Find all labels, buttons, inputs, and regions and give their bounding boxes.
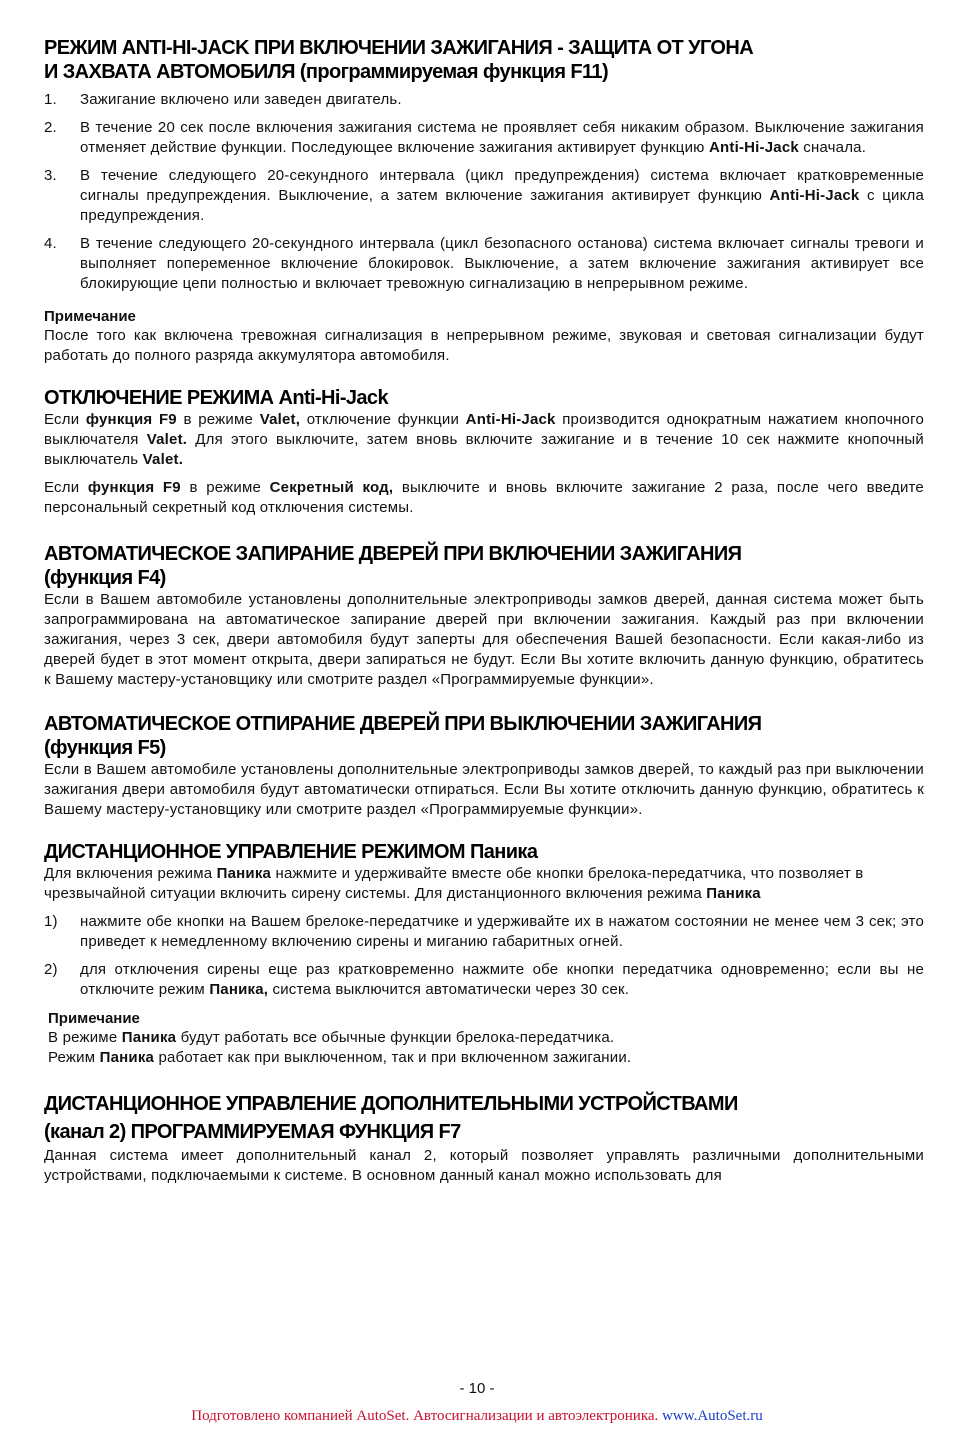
title-line-2-rest: (программируемая функция F11) (294, 61, 608, 83)
note-title: Примечание (44, 308, 136, 325)
paragraph (44, 864, 924, 904)
bold-text: Паника (706, 885, 761, 902)
note-line (44, 1048, 924, 1068)
bold-text: Секретный код, (269, 479, 394, 496)
bold-text: Valet. (142, 451, 184, 468)
title-line-1: ДИСТАНЦИОННОЕ УПРАВЛЕНИЕ ДОПОЛНИТЕЛЬНЫМИ УСТРОЙСТВАМИ (44, 1093, 738, 1115)
item-text: В течение 20 сек после включения зажигания система не проявляет себя никаким образом. Выключение зажигания отменяет действие функции. Последующее включение зажигания активирует функцию (80, 119, 924, 156)
section-title-anti-hi-jack (44, 36, 924, 84)
section-title-disable-anti-hi-jack (44, 386, 924, 410)
text: выключите и вновь включите зажигание 2 раза, после чего введите персональный секретный код отключения системы. (44, 479, 924, 516)
text: работает как при выключенном, так и при включенном зажигании. (154, 1049, 632, 1066)
item-number: 4. (44, 235, 57, 252)
list-item (44, 960, 924, 1000)
title-rest: Anti-Hi-Jack (273, 387, 388, 409)
paragraph (44, 410, 924, 470)
text: будут работать все обычные функции брелока-передатчика. (176, 1029, 615, 1046)
text: Если (44, 411, 86, 428)
text: Если (44, 479, 88, 496)
text: В режиме (48, 1029, 122, 1046)
text: отключение функции (300, 411, 466, 428)
item-text: для отключения сирены еще раз кратковременно нажмите обе кнопки передатчика одновременно; если вы не отключите режим (80, 961, 924, 998)
title-line-2: И ЗАХВАТА АВТОМОБИЛЯ (44, 61, 295, 83)
text: Режим (48, 1049, 100, 1066)
credit-text: Подготовлено компанией AutoSet. Автосигнализации и автоэлектроника. (191, 1408, 663, 1424)
note-title: Примечание (48, 1010, 140, 1027)
item-number: 1) (44, 913, 58, 930)
item-number: 2) (44, 961, 58, 978)
bold-text: Паника (121, 1029, 177, 1046)
title-line-2: (функция F5) (44, 737, 166, 759)
document-page (44, 36, 924, 1186)
list-item (44, 118, 924, 158)
bold-text: Паника (99, 1049, 155, 1066)
text: в режиме (180, 479, 270, 496)
paragraph: Данная система имеет дополнительный канал 2, который позволяет управлять различными дополнительными устройствами, подключаемыми к системе. В основном данный канал можно использовать для (44, 1147, 924, 1184)
list-item (44, 912, 924, 952)
title-rest: Паника (464, 841, 538, 863)
bold-text: Valet, (259, 411, 301, 428)
item-text-end: система выключится автоматически через 30 сек. (268, 981, 630, 998)
item-text: В течение следующего 20-секундного интервала (цикл безопасного останова) система включает сигналы тревоги и выполняет попеременное включение блокировок. Выключение, а затем включение зажигания активирует все блокирующие цепи полностью и включает тревожную сигнализацию в непрерывном режиме. (80, 235, 924, 292)
anti-hi-jack-steps (44, 90, 924, 294)
text: нажмите и удерживайте вместе обе кнопки брелока-передатчика, что позволяет в чрезвычайной ситуации включить сирену системы. Для дистанционного включения режима (44, 865, 864, 902)
item-bold: Паника, (209, 981, 269, 998)
title-line-2: (канал 2) ПРОГРАММИРУЕМАЯ ФУНКЦИЯ F7 (44, 1121, 461, 1143)
bold-text: функция F9 (85, 411, 177, 428)
section-title-auto-lock (44, 542, 924, 590)
list-item (44, 234, 924, 294)
panic-steps (44, 912, 924, 1000)
item-text-end: сначала. (798, 139, 867, 156)
text: в режиме (176, 411, 260, 428)
item-text: В течение следующего 20-секундного интервала (цикл предупреждения) система включает кратковременные сигналы предупреждения. Выключение, а затем включение зажигания активирует функцию (80, 167, 924, 204)
text: производится однократным нажатием кнопочного выключателя (44, 411, 924, 448)
item-number: 3. (44, 167, 57, 184)
title-line-1: АВТОМАТИЧЕСКОЕ ЗАПИРАНИЕ ДВЕРЕЙ ПРИ ВКЛЮЧЕНИИ ЗАЖИГАНИЯ (44, 543, 742, 565)
paragraph (44, 478, 924, 518)
item-text-end: с цикла предупреждения. (80, 187, 924, 224)
item-text: Зажигание включено или заведен двигатель. (80, 91, 402, 108)
item-text: нажмите обе кнопки на Вашем брелоке-передатчике и удерживайте их в нажатом состоянии не менее чем 3 сек; это приведет к немедленному включению сирены и миганию габаритных огней. (80, 913, 924, 950)
bold-text: Anti-Hi-Jack (465, 411, 556, 428)
section-title-auto-unlock (44, 712, 924, 760)
page-number: - 10 - (459, 1380, 495, 1397)
text: Для этого выключите, затем вновь включите зажигание и в течение 10 сек нажмите кнопочный выключатель (44, 431, 924, 468)
bold-text: Valet. (146, 431, 188, 448)
item-number: 2. (44, 119, 57, 136)
title-main: ОТКЛЮЧЕНИЕ РЕЖИМА (44, 387, 274, 409)
bold-text: Паника (216, 865, 272, 882)
list-item (44, 166, 924, 226)
title-line-2: (функция F4) (44, 567, 166, 589)
title-line-1: РЕЖИМ ANTI-HI-JACK ПРИ ВКЛЮЧЕНИИ ЗАЖИГАНИЯ - ЗАЩИТА ОТ УГОНА (44, 37, 754, 59)
section-title-panic (44, 840, 924, 864)
title-main: ДИСТАНЦИОННОЕ УПРАВЛЕНИЕ РЕЖИМОМ (44, 841, 465, 863)
section-title-channel-2 (44, 1090, 924, 1146)
item-bold: Anti-Hi-Jack (769, 187, 860, 204)
item-number: 1. (44, 91, 57, 108)
site-link[interactable]: www.AutoSet.ru (662, 1408, 763, 1424)
paragraph: Если в Вашем автомобиле установлены дополнительные электроприводы замков дверей, то каждый раз при выключении зажигания двери автомобиля будут автоматически отпираться. Если Вы хотите отключить данную функцию, обратитесь к Вашему мастеру-установщику или смотрите раздел «Программируемые функции». (44, 761, 924, 818)
note-text: После того как включена тревожная сигнализация в непрерывном режиме, звуковая и световая сигнализации будут работать до полного разряда аккумулятора автомобиля. (44, 327, 924, 364)
paragraph: Если в Вашем автомобиле установлены дополнительные электроприводы замков дверей, данная система может быть запрограммирована на автоматическое запирание дверей при включении зажигания. Каждый раз при включении зажигания, через 3 сек, двери автомобиля будут заперты для обеспечения Вашей безопасности. Если какая-либо из дверей будет в этот момент открыта, двери запираться не будут. Если Вы хотите включить данную функцию, обратитесь к Вашему мастеру-установщику или смотрите раздел «Программируемые функции». (44, 591, 924, 688)
note-line (44, 1028, 924, 1048)
title-line-1: АВТОМАТИЧЕСКОЕ ОТПИРАНИЕ ДВЕРЕЙ ПРИ ВЫКЛЮЧЕНИИ ЗАЖИГАНИЯ (44, 713, 762, 735)
list-item (44, 90, 924, 110)
text: Для включения режима (44, 865, 217, 882)
item-bold: Anti-Hi-Jack (708, 139, 799, 156)
credit-line (0, 1408, 954, 1425)
bold-text: функция F9 (87, 479, 181, 496)
